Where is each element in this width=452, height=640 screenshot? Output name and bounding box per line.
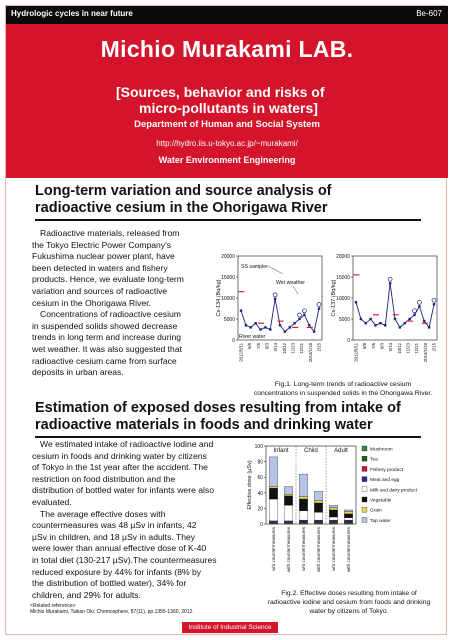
y-tick-label: 20000: [221, 254, 235, 260]
x-tick-label: 9/14: [388, 343, 394, 352]
data-point: [250, 326, 252, 328]
body-line: µSv in children, and 18 µSv in adults. They: [32, 531, 196, 542]
y-tick-label: 15000: [221, 275, 235, 281]
x-tick-label: 8/3: [264, 343, 270, 349]
reference-text: Michio Murakami, Taikan Oki, Chemosphere, 87(11), pp.1355-1360, 2012.: [30, 609, 194, 616]
body-line: restriction on food distribution and the: [32, 473, 176, 484]
fig2-dose-chart: [246, 440, 446, 588]
group-label: Child: [304, 448, 318, 454]
annotation-ss-sampler: SS sampler: [241, 264, 268, 270]
legend-swatch: [362, 477, 367, 482]
reference-label: <Related reference>: [30, 603, 76, 609]
data-point: [259, 328, 261, 330]
section1-title: [35, 183, 332, 217]
body-line: evaluated.: [32, 496, 72, 507]
group-label: Infant: [273, 448, 289, 454]
body-line: of Tokyo in the 1st year after the accident. The: [32, 462, 208, 473]
wet-weather-marker: [413, 309, 417, 313]
body-line: Radioactive materials, released from: [40, 228, 180, 238]
x-tick-label: 7/6: [255, 343, 261, 349]
data-point: [284, 330, 286, 332]
body-line: reduced exposure by 44% for infants (8% by: [32, 566, 202, 577]
data-point: [279, 324, 281, 326]
stacked-bar-segment: [284, 505, 292, 521]
x-tick-label: 2012/5/11: [353, 343, 359, 362]
data-point: [303, 314, 305, 316]
x-tick-label: 12/21: [299, 343, 305, 354]
legend-swatch: [362, 446, 367, 451]
stacked-bar-segment: [314, 520, 322, 522]
y-axis-label: Cs-137 (Bq/kg): [331, 279, 337, 317]
stacked-bar-segment: [269, 499, 277, 521]
data-point: [365, 322, 367, 324]
y-tick-label: 5000: [223, 317, 235, 323]
stacked-bar-segment: [269, 521, 277, 523]
body-line: variation and sources of radioactive: [32, 285, 168, 296]
data-point: [293, 322, 295, 324]
series-line: [241, 299, 319, 332]
stacked-bar-segment: [344, 514, 352, 518]
wet-weather-marker: [317, 303, 321, 307]
legend-swatch: [362, 497, 367, 502]
fig1-caption-line1: Fig.1. Long-term trends of radioactive cesium: [274, 381, 412, 388]
body-line: were lower than annual effective dose of K-40: [32, 543, 207, 554]
x-tick-label: 2013/1/18: [307, 343, 313, 363]
legend-label: Tea: [370, 457, 378, 463]
x-tick-label: w/o countermeasures: [271, 527, 276, 571]
annotation-river-water: River water: [239, 334, 266, 340]
x-tick-label: with countermeasures: [286, 527, 291, 572]
x-tick-label: 11/23: [290, 343, 296, 354]
header-banner: [6, 6, 448, 178]
related-reference: [30, 603, 260, 616]
stacked-bar-segment: [314, 501, 322, 503]
group-name: Water Environment Engineering: [158, 155, 296, 165]
stacked-bar-segment: [299, 520, 307, 522]
x-tick-label: 6/8: [247, 343, 253, 349]
plot-frame: [353, 256, 437, 340]
body-line: wet weather. It was also suggested that: [32, 343, 183, 354]
y-tick-label: 10000: [221, 296, 235, 302]
section1-title-line2: radioactive cesium in the Ohorigawa River: [35, 200, 328, 216]
data-point: [433, 303, 435, 305]
annotation-arrow: [293, 286, 298, 294]
section2-title: [35, 400, 401, 434]
stacked-bar-segment: [314, 503, 322, 512]
stacked-bar-segment: [329, 517, 337, 520]
legend-label: Mushroom: [370, 447, 393, 453]
body-line: The average effective doses with: [40, 508, 166, 519]
y-tick-label: 0: [347, 338, 350, 344]
stacked-bar-segment: [269, 487, 277, 489]
stacked-bar-segment: [299, 511, 307, 520]
group-label: Adult: [334, 448, 348, 454]
data-point: [240, 309, 242, 311]
y-tick-label: 20: [257, 506, 263, 513]
section2-rule: [35, 436, 421, 438]
series-line: [356, 283, 434, 327]
x-tick-label: with countermeasures: [316, 527, 321, 572]
y-axis-label: Effective dose (µSv): [247, 460, 253, 510]
booth-number: Be-607: [416, 9, 442, 18]
fig2-caption-line2: radioactive iodine and cesium from foods and drinking: [267, 599, 431, 606]
data-point: [384, 324, 386, 326]
data-point: [428, 326, 430, 328]
y-tick-label: 10000: [336, 296, 350, 302]
x-tick-label: 6/8: [362, 343, 368, 349]
y-tick-label: 100: [254, 444, 263, 450]
y-tick-label: 80: [257, 459, 263, 466]
plot-frame: [266, 446, 356, 524]
x-tick-label: w/o countermeasures: [301, 527, 306, 571]
data-point: [289, 326, 291, 328]
data-point: [379, 322, 381, 324]
x-tick-label: with countermeasures: [346, 527, 351, 572]
data-point: [264, 326, 266, 328]
stacked-bar-segment: [344, 510, 352, 512]
data-point: [408, 318, 410, 320]
data-point: [374, 324, 376, 326]
stacked-bar-segment: [299, 499, 307, 511]
legend-swatch: [362, 466, 367, 471]
department: Department of Human and Social System: [134, 119, 320, 130]
legend-label: Milk and dairy product: [370, 488, 417, 494]
data-point: [308, 324, 310, 326]
y-axis-label: Cs-134 (Bq/kg): [216, 279, 222, 317]
section1-title-line1: Long-term variation and source analysis of: [35, 183, 332, 199]
section2-body: [32, 439, 250, 601]
stacked-bar-segment: [314, 512, 322, 520]
lab-url[interactable]: http://hydro.iis.u-tokyo.ac.jp/~murakami/: [156, 139, 298, 148]
body-line: Fukushima nuclear power plant, have: [32, 251, 175, 262]
fig1-caption-line2: concentrations in suspended solids in the Ohorigawa River.: [253, 390, 433, 397]
data-point: [369, 318, 371, 320]
body-line: the distribution of bottled water), 34% for: [32, 578, 187, 589]
data-point: [274, 298, 276, 300]
stacked-bar-segment: [284, 487, 292, 495]
stacked-bar-segment: [299, 474, 307, 497]
section2-title-line2: radioactive materials in foods and drinking water: [35, 417, 373, 433]
lab-title: Michio Murakami LAB.: [100, 36, 354, 62]
data-point: [413, 314, 415, 316]
body-line: radioactive cesium came from surface: [32, 355, 177, 366]
body-line: children, and 29% for adults.: [32, 589, 141, 600]
section1-rule: [35, 219, 421, 221]
body-line: Concentrations of radioactive cesium: [40, 309, 181, 320]
legend-swatch: [362, 507, 367, 512]
wet-weather-marker: [273, 293, 277, 297]
stacked-bar-segment: [344, 512, 352, 514]
y-tick-label: 5000: [338, 317, 350, 323]
body-line: cesium in foods and drinking water by citizens: [32, 450, 207, 461]
y-tick-label: 60: [257, 475, 263, 482]
y-tick-label: 15000: [336, 275, 350, 281]
top-bar: [6, 6, 448, 24]
body-line: in suspended solids showed decrease: [32, 320, 178, 331]
x-tick-label: 2/15: [316, 343, 322, 352]
body-line: in total diet (130-217 µSv).The countermeasures: [32, 554, 217, 565]
fig1-cs134-chart: [214, 248, 328, 378]
fig2-caption-line3: water by citizens of Tokyo.: [309, 608, 389, 615]
legend-label: Grain: [370, 508, 382, 514]
stacked-bar-segment: [344, 518, 352, 520]
data-point: [298, 318, 300, 320]
stacked-bar-segment: [299, 497, 307, 499]
subtitle-line2: micro-pollutants in waters]: [139, 100, 318, 116]
y-tick-label: 0: [232, 338, 235, 344]
data-point: [254, 322, 256, 324]
body-line: countermeasures was 48 µSv in infants, 42: [32, 520, 197, 531]
annotation-arrow: [268, 266, 283, 274]
stacked-bar-segment: [284, 494, 292, 496]
stacked-bar-segment: [344, 520, 352, 522]
data-point: [389, 282, 391, 284]
data-point: [399, 326, 401, 328]
stacked-bar-segment: [269, 488, 277, 499]
x-tick-label: 2/15: [431, 343, 437, 352]
x-tick-label: 2012/5/11: [238, 343, 244, 362]
body-line: products. Hence, we evaluate long-term: [32, 274, 184, 285]
stacked-bar-segment: [269, 457, 277, 487]
subtitle-line1: [Sources, behavior and risks of: [116, 84, 325, 100]
x-tick-label: 7/6: [370, 343, 376, 349]
stacked-bar-segment: [314, 491, 322, 500]
data-point: [394, 318, 396, 320]
stacked-bar-segment: [329, 510, 337, 517]
x-tick-label: 10/12: [281, 343, 287, 354]
legend-swatch: [362, 517, 367, 522]
body-line: been detected in waters and fishery: [32, 262, 168, 273]
data-point: [245, 324, 247, 326]
fig1-caption: [238, 380, 448, 398]
x-tick-label: 2013/1/18: [422, 343, 428, 363]
institute-footer: Institute of Industrial Science: [182, 622, 278, 633]
legend-label: Meat and egg: [370, 478, 400, 484]
x-tick-label: 12/21: [414, 343, 420, 354]
data-point: [355, 301, 357, 303]
poster: [5, 5, 447, 635]
y-tick-label: 20000: [336, 254, 350, 260]
stacked-bar-segment: [284, 496, 292, 505]
data-point: [360, 318, 362, 320]
legend-label: Tap water: [370, 518, 391, 524]
x-tick-label: 10/12: [396, 343, 402, 354]
body-line: trends in long term and increase during: [32, 332, 182, 343]
wet-weather-marker: [298, 313, 302, 317]
y-tick-label: 40: [257, 490, 263, 497]
x-tick-label: 9/14: [273, 343, 279, 352]
body-line: the Tokyo Electric Power Company's: [32, 239, 172, 250]
section1-body: [32, 228, 212, 379]
stacked-bar-segment: [329, 505, 337, 507]
data-point: [269, 328, 271, 330]
y-tick-label: 0: [260, 522, 263, 528]
wet-weather-marker: [417, 300, 421, 304]
data-point: [318, 307, 320, 309]
section2-title-line1: Estimation of exposed doses resulting from intake of: [35, 400, 401, 416]
body-line: deposits in urban areas.: [32, 367, 124, 378]
x-tick-label: 11/23: [405, 343, 411, 354]
wet-weather-marker: [432, 298, 436, 302]
legend-label: Fishery product: [370, 467, 404, 473]
body-line: We estimated intake of radioactive iodine and: [40, 439, 214, 449]
stacked-bar-segment: [329, 520, 337, 522]
body-line: distribution of bottled water for infants were also: [32, 485, 214, 496]
wet-weather-marker: [302, 309, 306, 313]
theme-label: Hydrologic cycles in near future: [11, 9, 133, 18]
x-tick-label: 8/3: [379, 343, 385, 349]
stacked-bar-segment: [284, 521, 292, 523]
legend-swatch: [362, 456, 367, 461]
data-point: [423, 320, 425, 322]
annotation-wet-weather: Wet weather: [276, 280, 306, 286]
legend-label: Vegetable: [370, 498, 392, 504]
data-point: [404, 322, 406, 324]
x-tick-label: w/o countermeasures: [331, 527, 336, 571]
fig2-caption: [251, 589, 447, 616]
legend-swatch: [362, 487, 367, 492]
body-line: cesium in the Ohorigawa River.: [32, 297, 151, 308]
data-point: [418, 305, 420, 307]
fig2-caption-line1: Fig.2. Effective doses resulting from intake of: [281, 590, 417, 597]
wet-weather-marker: [388, 277, 392, 281]
fig1-cs137-chart: [329, 248, 443, 378]
data-point: [313, 330, 315, 332]
stacked-bar-segment: [329, 508, 337, 510]
